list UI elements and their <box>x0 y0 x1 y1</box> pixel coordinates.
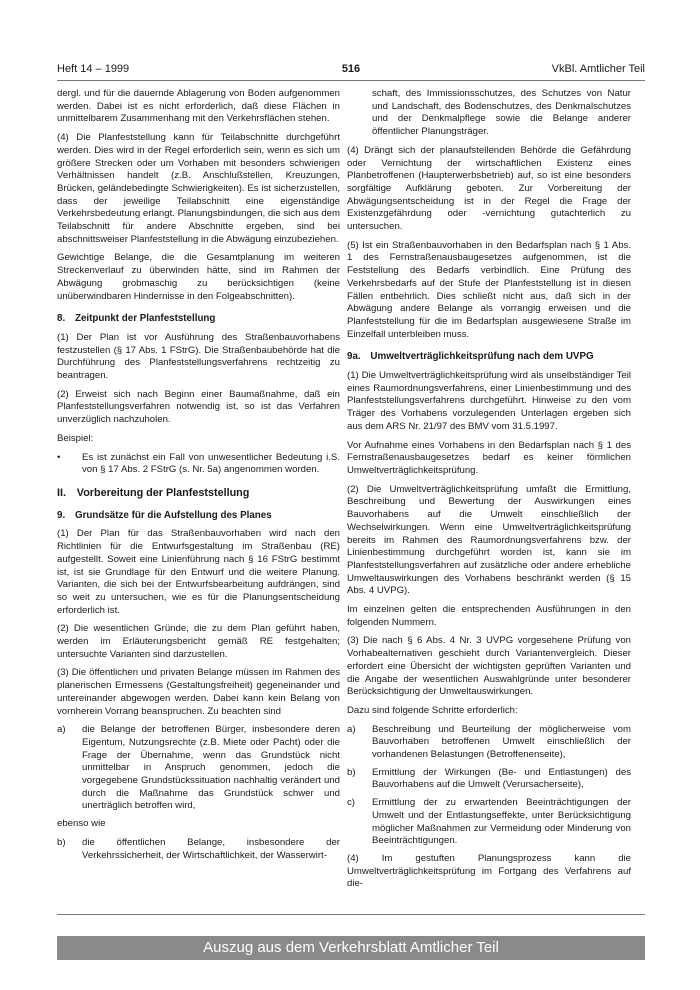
paragraph: (4) Im gestuften Planungsprozess kann die Umweltverträglichkeitsprüfung im Fortgang des Verfahrens auf die- <box>347 852 631 890</box>
paragraph: (5) Ist ein Straßenbauvorhaben in den Bedarfsplan nach § 1 Abs. 1 des Fernstraßenausbaugesetzes aufgenommen, ist die Feststellung des Bedarfs verbindlich. Eine Prüfung des Verkehrsbedarfs auf der Stufe der Planfeststellung ist in diesen Fällen entbehrlich. Dies schließt nicht aus, daß sich in der Abwägung andere Belange als vorrangig erweisen und die Planfeststellung für die im Bedarfsplan ausgewiesene Straße im Einzelfall unterbleiben muss. <box>347 239 631 340</box>
paragraph: (1) Der Plan ist vor Ausführung des Straßenbauvorhabens festzustellen (§ 17 Abs. 1 FStrG). Die Straßenbaubehörde hat die Durchführung des Planfeststellungsverfahrens rechtzeitig zu beantragen. <box>57 331 340 382</box>
bullet-mark: • <box>57 451 61 463</box>
list-text: Ermittlung der zu erwartenden Beeinträchtigungen der Umwelt und der Entlastungseffekte, unter Berücksichtigung möglicher Maßnahmen zur Vermeidung oder Minderung von Beeinträchtigungen. <box>372 797 631 847</box>
section-heading-9: 9. Grundsätze für die Aufstellung des Planes <box>57 509 272 521</box>
paragraph: (1) Die Umweltverträglichkeitsprüfung wird als unselbständiger Teil eines Raumordnungsverfahrens, einer Linienbestimmung und des Planfeststellungsverfahrens durchgeführt. Hinweise zu den vom Träger des Vorhabens vorzulegenden Unterlagen ergeben sich aus dem ARS Nr. 21/97 des BMV vom 31.5.1997. <box>347 370 631 432</box>
paragraph: dergl. und für die dauernde Ablagerung von Boden aufgenommen werden. Dabei ist es nicht erforderlich, daß diese Flächen in unmittelbarem Zusammenhang mit den Verkehrsflächen stehen. <box>57 88 340 125</box>
issue-label: Heft 14 – 1999 <box>57 63 130 75</box>
paragraph: (4) Drängt sich der planaufstellenden Behörde die Gefährdung oder Vernichtung der wirtschaftlichen Existenz eines Planbetroffenen (Haupterwerbsbetrieb) auf, so ist eine besonders sorgfältige Aufklärung geboten. Zur Vorbereitung der Abwägungsentscheidung ist in der Regel die Frage der Existenzgefährdung oder -vernichtung gutachterlich zu untersuchen. <box>347 144 631 233</box>
paragraph: Gewichtige Belange, die die Gesamtplanung im weiteren Streckenverlauf zu überwinden hätte, sind im Rahmen der Abwägung grobmaschig zu berücksichtigen (keine unüberwindbaren Hindernisse in den Folgeabschnitten). <box>57 252 340 302</box>
list-continuation: schaft, des Immissionsschutzes, des Schutzes von Natur und Landschaft, des Bodenschutzes, des Denkmalschutzes und der Denkmalpflege sowie die Belange anderer öffentlicher Planungsträger. <box>372 88 631 138</box>
paragraph: Dazu sind folgende Schritte erforderlich: <box>347 704 518 716</box>
list-item <box>347 724 631 762</box>
paragraph: (2) Erweist sich nach Beginn einer Baumaßnahme, daß ein Planfeststellungsverfahren notwendig ist, so ist das Verfahren unverzüglich nachzuholen. <box>57 388 340 426</box>
list-item <box>57 724 340 813</box>
list-text: Es ist zunächst ein Fall von unwesentlicher Bedeutung i.S. von § 17 Abs. 2 FStrG (s. Nr. 5a) angenommen worden. <box>82 451 340 476</box>
list-text: Ermittlung der Wirkungen (Be- und Entlastungen) des Bauvorhabens auf die Umwelt (Verursacherseite), <box>372 766 631 791</box>
section-heading-9a: 9a. Umweltverträglichkeitsprüfung nach dem UVPG <box>347 351 594 363</box>
footer-rule <box>57 914 645 915</box>
list-text: die Belange der betroffenen Bürger, insbesondere deren Eigentum, Nutzungsrechte (z.B. Miete oder Pacht) oder die Frage der Übernahme, wenn das Grundstück nicht unmittelbar in Anspruch genommen, jedoch die vorgegebene Grundstückssituation nachhaltig verändert und durch die Maßnahme das Grundstück schwer und unerträglich betroffen wird, <box>82 724 340 812</box>
paragraph: (1) Der Plan für das Straßenbauvorhaben wird nach den Richtlinien für die Entwurfsgestaltung im Straßenbau (RE) aufgestellt. Soweit eine Linienführung nach § 16 FStrG bestimmt ist, ist sie Grundlage für den Entwurf und die weitere Planung. Varianten, die sich bei der Entwurfsbearbeitung aufdrängen, sind so weit zu untersuchen, wie es für die Planungsentscheidung erforderlich ist. <box>57 528 340 616</box>
paragraph: Im einzelnen gelten die entsprechenden Ausführungen in den folgenden Nummern. <box>347 604 631 628</box>
paragraph: Beispiel: <box>57 432 94 444</box>
list-marker: a) <box>57 724 66 736</box>
list-marker: c) <box>347 797 355 809</box>
list-marker: b) <box>57 836 66 848</box>
list-marker: b) <box>347 766 356 778</box>
right-column <box>347 88 631 897</box>
journal-label: VkBl. Amtlicher Teil <box>551 63 645 75</box>
list-text: Beschreibung und Beurteilung der möglicherweise vom Bauvorhaben betroffenen Umwelt einschließlich der vorhandenen Belastungen (Betroffenenseite), <box>372 723 631 761</box>
list-text: die öffentlichen Belange, insbesondere der Verkehrssicherheit, der Wirtschaftlichkeit, der Wasserwirt- <box>82 836 340 861</box>
header-rule <box>57 80 645 81</box>
list-item <box>347 797 631 848</box>
page-header <box>57 63 645 79</box>
paragraph: (3) Die nach § 6 Abs. 4 Nr. 3 UVPG vorgesehene Prüfung von Vorhabealternativen geschieht durch Variantenvergleich. Dieser erfordert eine Übersicht der wichtigsten geprüften Varianten und die Angabe der wesentlichen Auswahlgründe unter besonderer Berücksichtigung der Umweltauswirkungen. <box>347 635 631 698</box>
paragraph: (2) Die Umweltverträglichkeitsprüfung umfaßt die Ermittlung, Beschreibung und Bewertung der Auswirkungen eines Bauvorhabens auf die Umwelt einschließlich der Wechselwirkungen. Wenn eine Umweltverträglichkeitsprüfung bereits im Rahmen des Raumordnungsverfahrens bzw. der Linienbestimmung durchgeführt worden ist, kann sie im Planfeststellungsverfahren auf zusätzliche oder andere erhebliche Umweltauswirkungen des Vorhabens beschränkt werden (§ 15 Abs. 4 UVPG). <box>347 483 631 597</box>
paragraph: (3) Die öffentlichen und privaten Belange müssen im Rahmen des planerischen Ermessens (Gestaltungsfreiheit) gegeneinander und untereinander abgewogen werden. Dabei kann kein Belang von vornherein Vorrang beanspruchen. Zu beachten sind <box>57 667 340 717</box>
paragraph: ebenso wie <box>57 818 106 830</box>
list-item <box>347 767 631 792</box>
section-heading-8: 8. Zeitpunkt der Planfeststellung <box>57 313 216 325</box>
list-marker: a) <box>347 723 356 735</box>
paragraph: (4) Die Planfeststellung kann für Teilabschnitte durchgeführt werden. Dies wird in der Regel erforderlich sein, wenn es sich um größere Strecken oder um Vorhaben mit besonders schwierigen Verhältnissen handelt (z.B. Anschlußstellen, Kreuzungen, Brücken, geländebedingte Schwierigkeiten). Es ist sicherzustellen, dass der jeweilige Teilabschnitt eine eigenständige Verkehrsbedeutung erlangt. Planungsbindungen, die sich aus dem Teilabschnitt für andere Abschnitte ergeben, sind bei abschnittsweiser Planfeststellung in die Abwägung einzubeziehen. <box>57 132 340 245</box>
page-number: 516 <box>341 63 361 75</box>
paragraph: (2) Die wesentlichen Gründe, die zu dem Plan geführt haben, werden im Erläuterungsbericht gemäß RE festgehalten; untersuchte Varianten sind darzustellen. <box>57 623 340 660</box>
footer-banner: Auszug aus dem Verkehrsblatt Amtlicher Teil <box>57 936 645 960</box>
left-column <box>57 88 340 867</box>
paragraph: Vor Aufnahme eines Vorhabens in den Bedarfsplan nach § 1 des Fernstraßenausbaugesetzes bedarf es keiner förmlichen Umweltverträglichkeitsprüfung. <box>347 439 631 476</box>
part-heading-ii: II. Vorbereitung der Planfeststellung <box>57 486 250 499</box>
list-item <box>57 452 340 477</box>
list-item <box>57 837 340 862</box>
